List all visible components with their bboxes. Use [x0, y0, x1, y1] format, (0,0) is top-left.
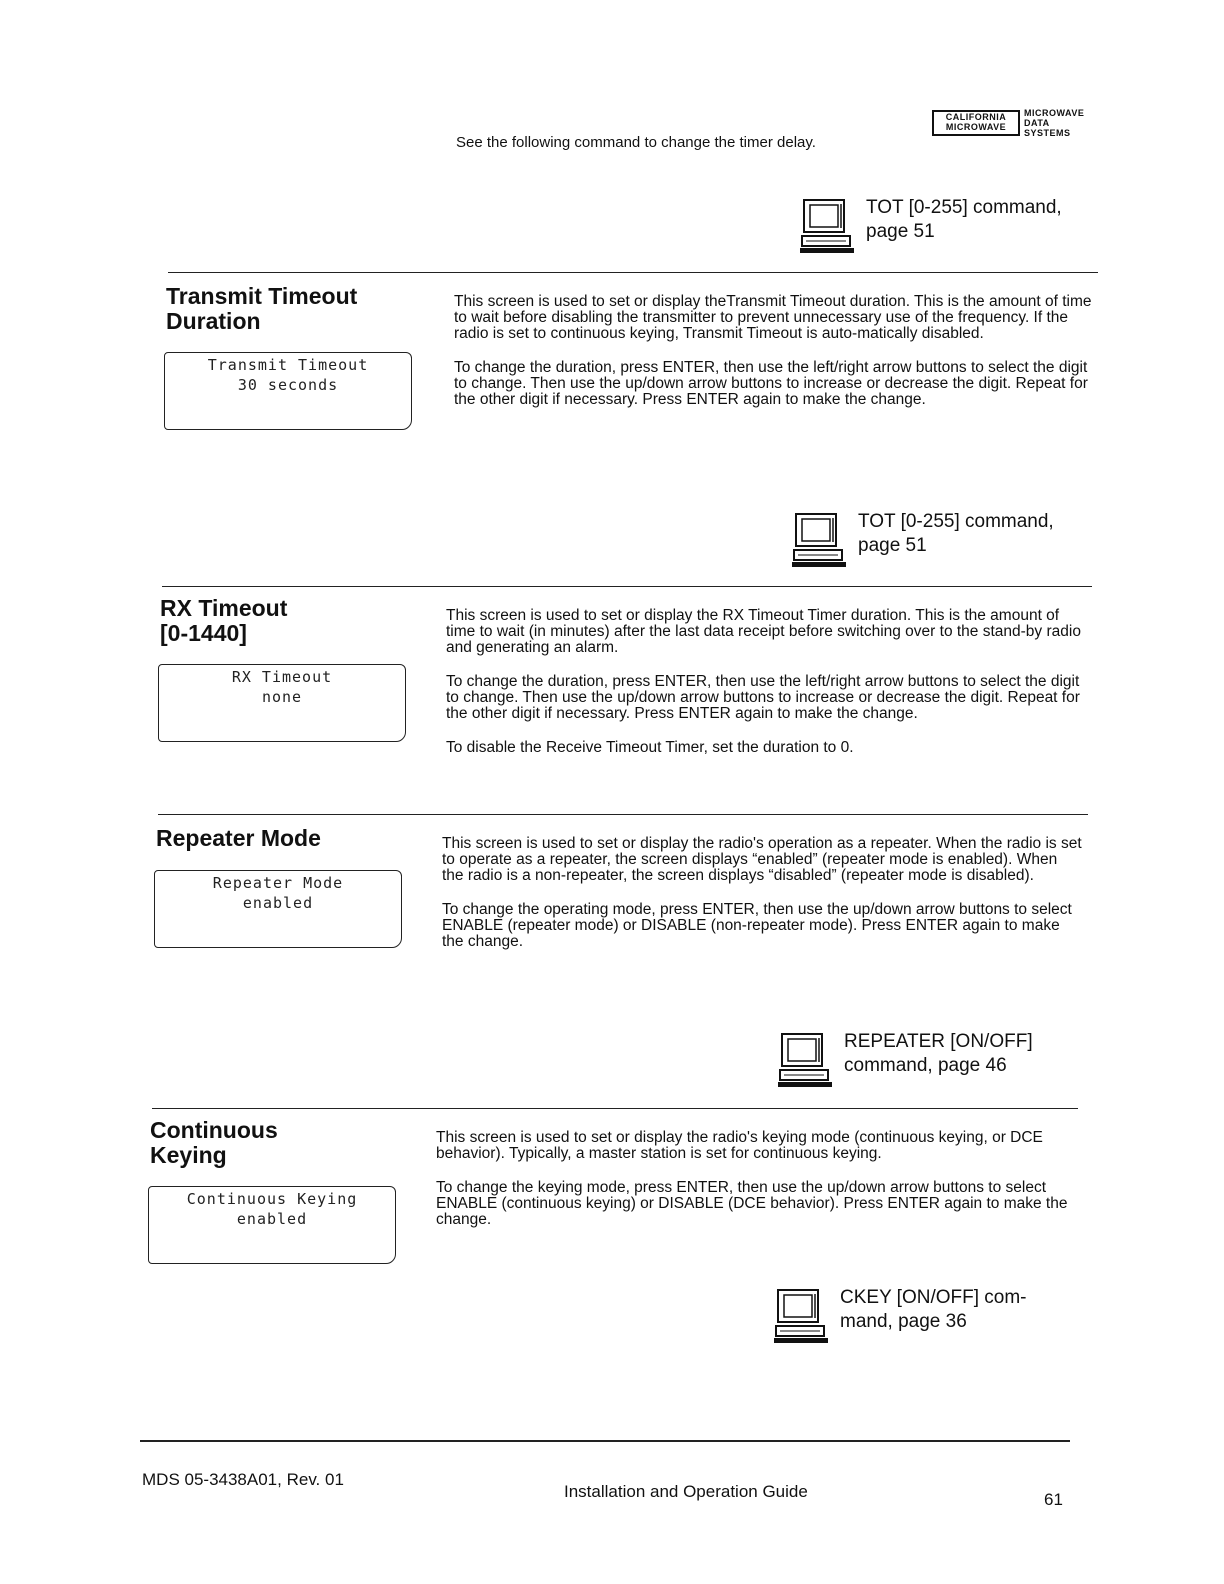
heading-line: Keying — [150, 1142, 227, 1168]
body-paragraph: This screen is used to set or display the radio's keying mode (continuous keying, or DCE behavior). Typically, a master station is set for continuous keying. — [436, 1129, 1043, 1162]
lcd-screen — [154, 870, 402, 948]
body-paragraph: This screen is used to set or display the radio's operation as a repeater. When the radio is set to operate as a repeater, the screen displays “enabled” (repeater mode is enabled). When the radio is a non-repeater, the screen displays “disabled” (repeater mode is disabled). — [442, 835, 1082, 884]
section-body — [436, 1130, 1076, 1228]
xref-line1: TOT [0-255] command, — [866, 197, 1062, 218]
footer-doc-number: MDS 05-3438A01, Rev. 01 — [142, 1470, 344, 1489]
xref-line1: CKEY [ON/OFF] com- — [840, 1287, 1027, 1308]
lcd-line2: enabled — [236, 1210, 308, 1228]
body-paragraph: This screen is used to set or display the RX Timeout Timer duration. This is the amount of time to wait (in minutes) after the last data receipt before switching over to the stand-by radio and generating an alarm. — [446, 607, 1081, 656]
section-heading — [150, 1118, 410, 1168]
lcd-screen — [164, 352, 412, 430]
cross-reference — [792, 510, 1092, 570]
xref-line2: mand, page 36 — [840, 1311, 967, 1332]
section-heading — [160, 596, 420, 646]
body-paragraph: To change the keying mode, press ENTER, then use the up/down arrow buttons to select ENABLE (continuous keying) or DISABLE (DCE behavior). Press ENTER again to make the change. — [436, 1179, 1068, 1228]
cross-reference — [778, 1030, 1078, 1090]
heading-line: Continuous — [150, 1117, 278, 1143]
section-divider — [168, 272, 1098, 273]
heading-line: Transmit Timeout — [166, 283, 358, 309]
logo-words — [1024, 108, 1084, 138]
section-divider — [158, 814, 1088, 815]
heading-line: [0-1440] — [160, 620, 247, 646]
body-paragraph: To change the duration, press ENTER, then use the left/right arrow buttons to select the digit to change. Then use the up/down arrow buttons to increase or decrease the digit. Repeat for the other digit if necessary. Press ENTER again to make the change. — [454, 359, 1088, 408]
section-body — [446, 608, 1086, 756]
heading-line: RX Timeout — [160, 595, 288, 621]
lcd-screen — [158, 664, 406, 742]
heading-line: Duration — [166, 308, 261, 334]
section-body — [454, 294, 1094, 408]
logo-box-line1: CALIFORNIA — [945, 112, 1007, 122]
xref-line2: page 51 — [866, 221, 935, 242]
body-paragraph: To change the operating mode, press ENTER, then use the up/down arrow buttons to select ENABLE (repeater mode) or DISABLE (non-repeater mode). Press ENTER again to make the change. — [442, 901, 1072, 950]
logo-box — [932, 110, 1020, 136]
footer-divider — [140, 1440, 1070, 1442]
xref-line1: TOT [0-255] command, — [858, 511, 1054, 532]
computer-icon — [800, 198, 854, 254]
logo-box-line2: MICROWAVE — [945, 122, 1007, 132]
lcd-screen — [148, 1186, 396, 1264]
lcd-line2: 30 seconds — [237, 376, 339, 394]
lcd-line1: Transmit Timeout — [207, 356, 369, 374]
intro-text: See the following command to change the timer delay. — [456, 134, 816, 151]
cross-reference — [774, 1286, 1074, 1346]
lcd-line1: RX Timeout — [231, 668, 333, 686]
section-heading — [156, 826, 416, 851]
section-body — [442, 836, 1082, 950]
xref-line2: page 51 — [858, 535, 927, 556]
body-paragraph: This screen is used to set or display theTransmit Timeout duration. This is the amount of time to wait before disabling the transmitter to prevent unnecessary use of the frequency. If the radio is set to continuous keying, Transmit Timeout is auto-matically disabled. — [454, 293, 1092, 342]
body-paragraph: To change the duration, press ENTER, then use the left/right arrow buttons to select the digit to change. Then use the up/down arrow buttons to increase or decrease the digit. Repeat for the other digit if necessary. Press ENTER again to make the change. — [446, 673, 1080, 722]
lcd-line2: enabled — [242, 894, 314, 912]
computer-icon — [774, 1288, 828, 1344]
computer-icon — [792, 512, 846, 568]
logo-word: MICROWAVE — [1024, 108, 1085, 118]
heading-line: Repeater Mode — [156, 825, 321, 851]
section-heading — [166, 284, 426, 334]
lcd-line1: Repeater Mode — [212, 874, 344, 892]
logo-word: DATA — [1024, 118, 1050, 128]
cross-reference — [800, 196, 1100, 256]
computer-icon — [778, 1032, 832, 1088]
lcd-line1: Continuous Keying — [186, 1190, 358, 1208]
footer-guide-title: Installation and Operation Guide — [564, 1482, 808, 1501]
xref-line2: command, page 46 — [844, 1055, 1007, 1076]
company-logo — [932, 108, 1107, 140]
body-paragraph: To disable the Receive Timeout Timer, set the duration to 0. — [446, 739, 854, 756]
section-divider — [152, 1108, 1078, 1109]
lcd-line2: none — [261, 688, 303, 706]
page-number: 61 — [1044, 1490, 1063, 1509]
section-divider — [162, 586, 1092, 587]
logo-word: SYSTEMS — [1024, 128, 1071, 138]
xref-line1: REPEATER [ON/OFF] — [844, 1031, 1033, 1052]
